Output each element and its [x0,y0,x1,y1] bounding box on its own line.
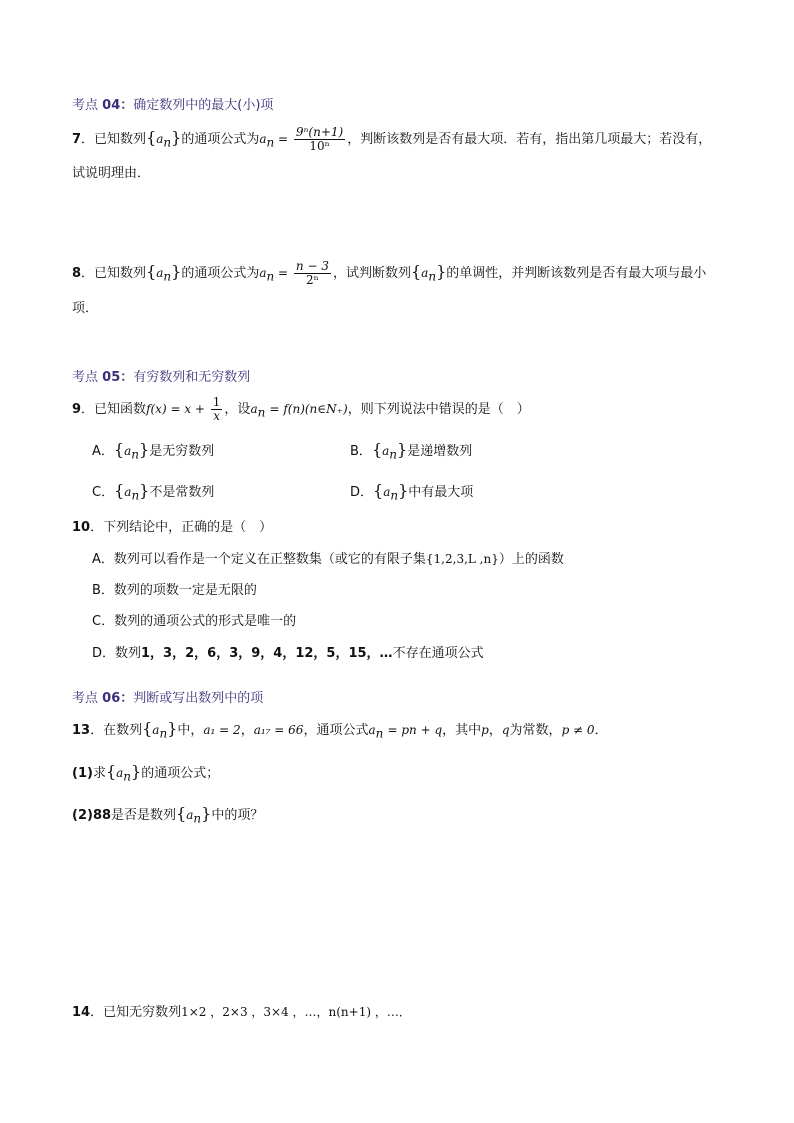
fraction [294,126,345,153]
var-q: q [501,723,510,737]
option-key: C [92,485,102,500]
question-number: 9 [72,402,82,417]
var-p: p [481,723,489,737]
question-text: ．在数列 [90,723,143,738]
question-number: 10 [72,520,91,535]
kaodian-colon: ： [120,98,134,113]
question-8: 8．已知数列$\{a_n\}$的通项公式为$a_n$ = $\frac{n - 3}{\text{2ⁿ}}$ ，试判断数列$\{a_n\}$的单调性，并判断该数列是否有最大项与最小 [72,259,707,287]
fraction-numerator: 1 [212,395,221,409]
set-notation: {1,2,3,L ,n} [425,552,499,566]
question-text: ，试判断数列 [332,266,411,281]
function-formula: f(x) = x + [146,402,209,416]
question-14 [72,1003,411,1022]
section-heading-05 [72,369,250,387]
part-number: 88 [92,808,112,823]
question-text: ．已知数列 [81,132,147,147]
option-key: A [92,444,101,459]
kaodian-number: 06 [102,691,121,706]
kaodian-title: 确定数列中的最大(小)项 [133,98,274,113]
option-9-a[interactable]: A．$\{a_n\}$是无穷数列 [92,440,215,462]
part-text: 的通项公式； [141,766,220,781]
question-10 [72,519,272,537]
formula-subscript: n [266,135,275,150]
option-text: D．数列 [92,646,142,661]
kaodian-colon: ： [120,691,134,706]
option-10-b[interactable]: B．数列的项数一定是无限的 [92,583,257,598]
sequence-values: 1×2 ，2×3 ，3×4 ，…，n(n+1) ，…． [181,1005,411,1019]
fraction-numerator: 9ⁿ(n+1) [295,125,344,139]
question-number: 14 [72,1005,91,1020]
fraction-denominator: 2ⁿ [294,273,331,287]
section-heading-04 [72,97,273,115]
option-10-c[interactable]: C．数列的通项公式的形式是唯一的 [92,614,297,629]
question-7: 7．已知数列$\{a_n\}$的通项公式为$a_n$ = $\frac{\text{9ⁿ(n+1)}}{\text{10ⁿ}}$ ，判断该数列是否有最大项．若有，指出第几项最大；若没有， [72,125,712,153]
option-key: D [350,485,361,500]
fraction-denominator: 10ⁿ [294,139,345,153]
kaodian-label: 考点 [72,370,99,385]
term-a1: a₁ = 2 [203,723,241,737]
kaodian-number: 05 [102,370,121,385]
separator: ， [240,723,254,738]
question-text: ，判断该数列是否有最大项．若有，指出第几项最大；若没有， [347,132,712,147]
part-text: 中的项？ [211,808,264,823]
kaodian-colon: ： [120,370,134,385]
question-text: ，其中 [442,723,482,738]
question-text: 中， [177,723,204,738]
fraction-numerator: n − 3 [295,259,329,273]
formula-lhs: a [259,132,267,146]
question-13: 13．在数列$\{a_n\}$中，a₁ = 2，a₁₇ = 66，通项公式$a_n$ = pn + q，其中p，q为常数，p ≠ 0． [72,719,608,741]
question-number: 7 [72,132,82,147]
general-formula: = pn + q [387,723,443,737]
option-text: 是递增数列 [407,444,473,459]
question-7-continued: 试说明理由． [72,166,151,181]
kaodian-label: 考点 [72,98,99,113]
option-9-b[interactable]: B．$\{a_n\}$是递增数列 [350,440,473,462]
option-text: 是无穷数列 [149,444,215,459]
option-text: 不存在通项公式 [392,646,484,661]
question-13-part-1: (1)求$\{a_n\}$的通项公式； [72,762,220,784]
option-text: 中有最大项 [408,485,474,500]
option-9-c[interactable]: C．$\{a_n\}$不是常数列 [92,481,215,503]
kaodian-title: 判断或写出数列中的项 [133,691,264,706]
option-text: ）上的函数 [498,552,564,567]
question-text: 的通项公式为 [181,266,260,281]
question-text: ．下列结论中，正确的是（ ） [90,520,273,535]
sequence-formula: = f(n)(n∈N₊) [269,402,348,416]
question-text: ． [594,723,608,738]
kaodian-title: 有穷数列和无穷数列 [133,370,251,385]
sequence-values: 1，3，2，6，3，9，4，12，5，15，… [141,646,393,661]
option-10-a[interactable] [92,550,564,569]
question-9: 9．已知函数f(x) = x + $\frac{1}{x}$ ，设$a_n$ = f(n)(n∈N₊)，则下列说法中错误的是（ ） [72,395,530,423]
question-13-part-2: (2)88是否是数列$\{a_n\}$中的项？ [72,804,264,826]
question-text: 为常数， [509,723,562,738]
option-9-d[interactable]: D．$\{a_n\}$中有最大项 [350,481,474,503]
fraction [211,396,223,423]
separator: ， [488,723,502,738]
part-label: (2) [72,808,93,823]
fraction-denominator: x [211,409,223,423]
part-text: 求 [92,766,106,781]
question-number: 8 [72,266,82,281]
section-heading-06 [72,690,263,708]
question-text: ．已知函数 [81,402,147,417]
question-text: ，通项公式 [303,723,369,738]
term-a17: a₁₇ = 66 [253,723,304,737]
question-text: ．已知数列 [81,266,147,281]
option-10-d[interactable] [92,645,484,663]
question-text: 的通项公式为 [181,132,260,147]
question-text: 的单调性，并判断该数列是否有最大项与最小 [446,266,707,281]
part-text: 是否是数列 [111,808,177,823]
question-text: ，则下列说法中错误的是（ ） [347,402,530,417]
question-text: ．已知无穷数列 [90,1005,182,1020]
condition: p ≠ 0 [561,723,595,737]
question-number: 13 [72,723,91,738]
option-text: A．数列可以看作是一个定义在正整数集（或它的有限子集 [92,552,426,567]
formula-equals: = [274,132,292,146]
question-text: ，设 [224,402,251,417]
option-text: 不是常数列 [149,485,215,500]
question-8-continued: 项． [72,301,99,316]
part-label: (1) [72,766,93,781]
kaodian-label: 考点 [72,691,99,706]
fraction [294,260,331,287]
option-key: B [350,444,359,459]
kaodian-number: 04 [102,98,121,113]
